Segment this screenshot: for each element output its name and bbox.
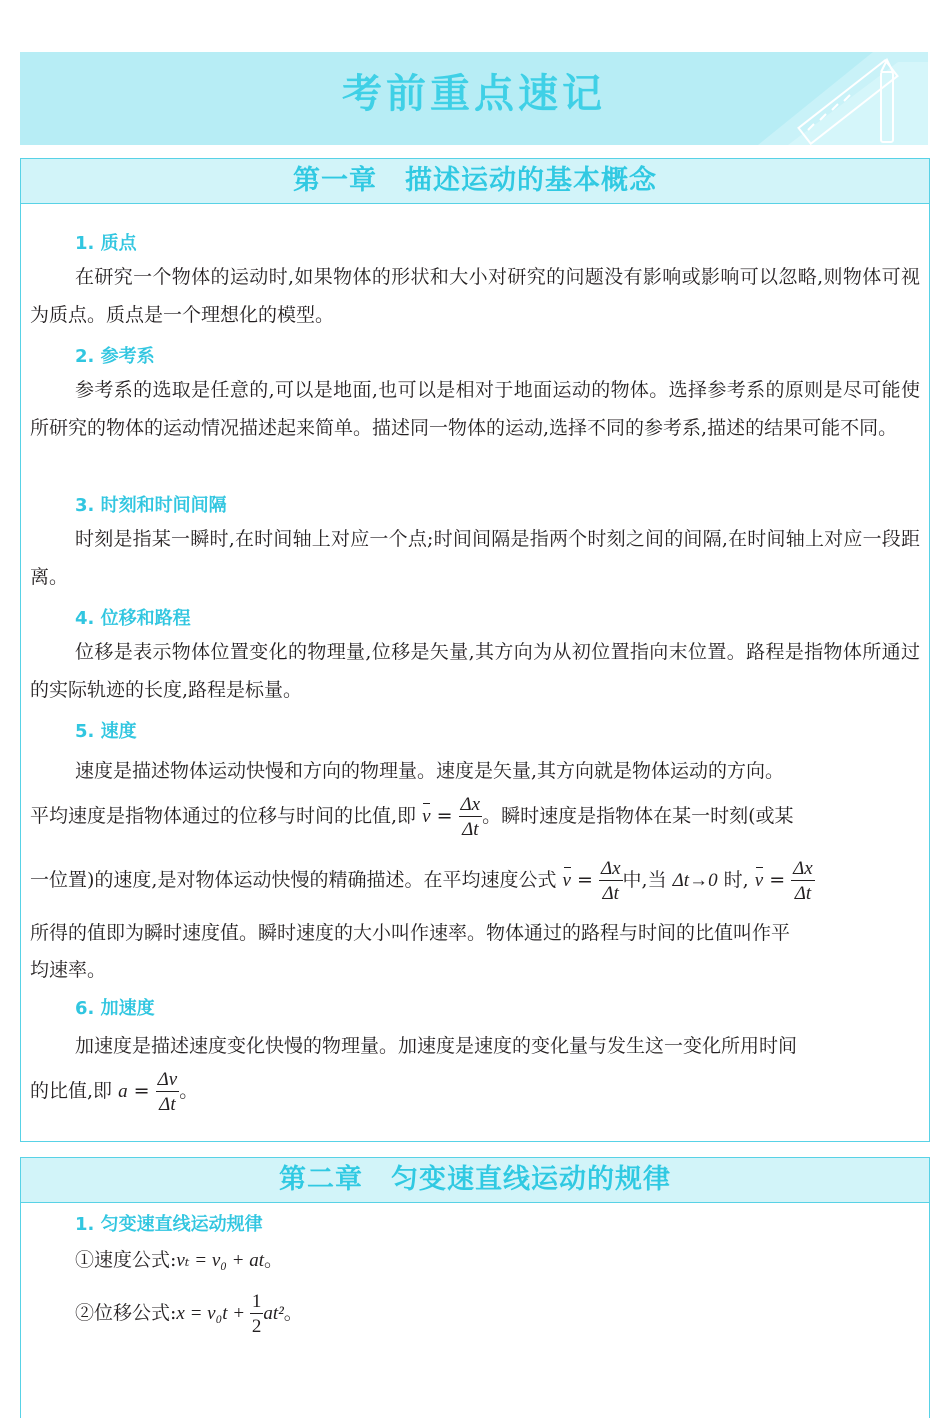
section-text: 时刻是指某一瞬时,在时间轴上对应一个点;时间间隔是指两个时刻之间的间隔,在时间轴上对应一段距离。 [30,528,920,588]
avg-velocity-fraction: $\frac{\Delta x}{\Delta t}$ [460,794,481,840]
speed-line-5: 均速率。 [30,959,107,981]
section-title: 1. 匀变速直线运动规律 [75,1214,263,1235]
section-title: 1. 质点 [75,233,137,254]
speed-line-3: 一位置)的速度,是对物体运动快慢的精确描述。在平均速度公式 v = $\frac{\Delta x}{\Delta t}$ 中,当 Δt→0 时, v = $\frac{\Delta x}{\Delta t}$ [30,858,813,904]
velocity-formula: ①速度公式:vₜ = v₀ + at。 [75,1249,283,1271]
section-title: 2. 参考系 [75,346,155,367]
section-title: 5. 速度 [75,721,137,742]
chapter-2-heading: 第二章 匀变速直线运动的规律 [21,1158,929,1203]
speed-line-2: 平均速度是指物体通过的位移与时间的比值,即 v = $\frac{\Delta x}{\Delta t}$ 。瞬时速度是指物体在某一时刻(或某 [30,794,794,840]
section-text: 在研究一个物体的运动时,如果物体的形状和大小对研究的问题没有影响或影响可以忽略,则物体可视为质点。质点是一个理想化的模型。 [30,266,920,326]
speed-line-4: 所得的值即为瞬时速度值。瞬时速度的大小叫作速率。物体通过的路程与时间的比值叫作平 [30,922,791,944]
chapter-2-panel [20,1157,930,1418]
displacement-formula: ②位移公式:x = v₀t + $\frac{1}{2}$ at²。 [75,1291,303,1337]
accel-line-2: 的比值,即 a = $\frac{\Delta v}{\Delta t}$ 。 [30,1069,199,1115]
ruler-pencil-icon [698,52,928,145]
accel-line-1: 加速度是描述速度变化快慢的物理量。加速度是速度的变化量与发生这一变化所用时间 [75,1035,798,1057]
section-title: 4. 位移和路程 [75,608,191,629]
acceleration-fraction: $\frac{\Delta v}{\Delta t}$ [157,1069,178,1115]
section-title: 6. 加速度 [75,998,155,1019]
page-title: 考前重点速记 [342,71,606,117]
chapter-1-heading: 第一章 描述运动的基本概念 [21,159,929,204]
instant-velocity-fraction: $\frac{\Delta x}{\Delta t}$ [793,858,813,904]
section-text: 位移是表示物体位置变化的物理量,位移是矢量,其方向为从初位置指向末位置。路程是指物体所通过的实际轨迹的长度,路程是标量。 [30,641,920,701]
section-title: 3. 时刻和时间间隔 [75,495,227,516]
section-text: 参考系的选取是任意的,可以是地面,也可以是相对于地面运动的物体。选择参考系的原则是尽可能使所研究的物体的运动情况描述起来简单。描述同一物体的运动,选择不同的参考系,描述的结果可能不同。 [30,379,920,439]
speed-line-1: 速度是描述物体运动快慢和方向的物理量。速度是矢量,其方向就是物体运动的方向。 [75,760,785,782]
title-banner [20,52,928,145]
half-fraction: $\frac{1}{2}$ [251,1291,262,1337]
avg-velocity-fraction: $\frac{\Delta x}{\Delta t}$ [600,858,621,904]
